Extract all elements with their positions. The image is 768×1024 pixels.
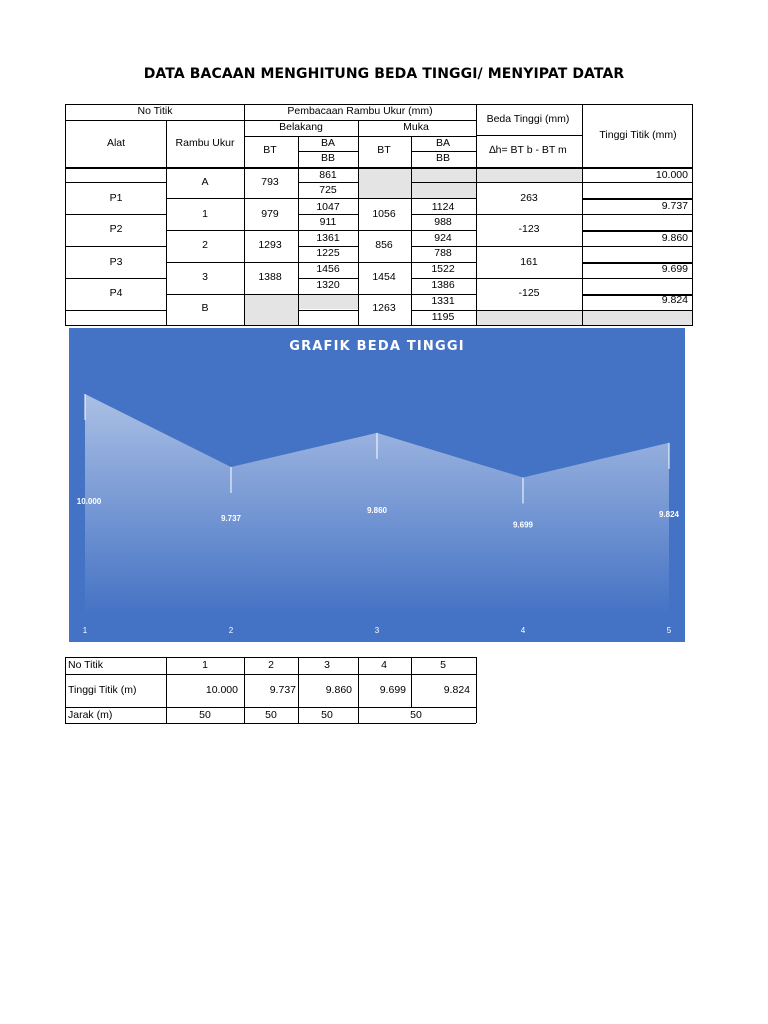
alat-cell: P2 [109,223,123,235]
tinggi-titik-cell: 9.699 [661,263,688,275]
grid-line [65,214,166,215]
grid-line [476,135,582,136]
ba-belakang-cell: 1047 [316,201,340,213]
jarak-cell: 50 [199,709,211,721]
bb-belakang-cell: 1225 [316,247,340,259]
grid-line [65,325,693,326]
jarak-cell: 50 [265,709,277,721]
x-tick-label: 2 [228,626,234,635]
grid-line [476,310,582,311]
data-label: 9.699 [512,520,534,530]
alat-cell: P3 [109,256,123,268]
shaded-cell [411,168,476,182]
tinggi-cell: 10.000 [205,684,238,696]
tinggi-cell: 9.737 [269,684,296,696]
header-rambu-ukur: Rambu Ukur [175,137,235,149]
bb-muka-cell: 788 [434,247,452,259]
shaded-cell [411,183,476,198]
rambu-cell: 2 [202,239,208,251]
grid-line [358,294,411,295]
grid-line [476,182,582,183]
row-label-no-titik: No Titik [68,659,104,671]
grid-line [65,246,166,247]
grid-line [582,182,693,183]
grid-line [358,198,411,199]
header-muka: Muka [403,121,429,133]
header-no-titik: No Titik [137,105,173,117]
grid-line [166,657,167,723]
no-titik-cell: 3 [324,659,330,671]
grid-line [582,214,693,215]
bb-muka-cell: 1195 [431,311,455,323]
grid-line [65,723,476,724]
no-titik-cell: 5 [440,659,446,671]
header-beda-tinggi: Beda Tinggi (mm) [486,113,570,125]
alat-cell: P1 [109,192,123,204]
bt-muka-cell: 1056 [372,208,396,220]
row-label-jarak: Jarak (m) [68,709,113,721]
beda-tinggi-cell: 263 [520,192,538,204]
grid-line [476,278,582,279]
bt-muka-cell: 1263 [372,302,396,314]
grid-line [358,262,411,263]
grid-line [582,278,693,279]
ba-muka-cell: 1522 [431,263,455,275]
bt-muka-cell: 856 [375,239,393,251]
data-label: 9.737 [220,513,242,523]
ba-muka-cell: 924 [434,232,452,244]
header-bb-muka: BB [435,152,451,164]
header-formula: ∆h= BT b - BT m [489,144,567,156]
page-title: DATA BACAAN MENGHITUNG BEDA TINGGI/ MENYIPAT DATAR [143,66,625,82]
header-bb-belakang: BB [320,152,336,164]
grid-line [65,657,66,723]
header-pembacaan: Pembacaan Rambu Ukur (mm) [287,105,433,117]
shaded-cell [298,294,358,309]
grid-line [476,246,582,247]
grid-line [582,310,693,311]
bb-belakang-cell: 911 [319,216,337,228]
bb-muka-cell: 988 [434,216,452,228]
bt-muka-cell: 1454 [372,271,396,283]
jarak-cell: 50 [410,709,422,721]
header-ba-belakang: BA [320,137,336,149]
header-alat: Alat [106,137,126,149]
data-label: 10.000 [76,497,102,506]
grid-line [411,657,412,707]
ba-belakang-cell: 1456 [316,263,340,275]
grid-line [582,246,693,247]
tinggi-cell: 9.699 [379,684,406,696]
grid-line [582,104,583,326]
ba-belakang-cell: 861 [319,169,337,181]
grid-line [298,136,299,326]
row-label-tinggi: Tinggi Titik (m) [68,684,137,696]
header-ba-muka: BA [435,137,451,149]
tinggi-titik-cell: 9.860 [661,232,688,244]
shaded-cell [476,310,582,325]
grid-line [358,120,359,326]
header-tinggi-titik: Tinggi Titik (mm) [599,129,677,141]
tinggi-cell: 9.824 [443,684,470,696]
bt-belakang-cell: 1388 [258,271,282,283]
shaded-cell [358,168,411,198]
data-label: 9.860 [366,505,388,515]
ba-muka-cell: 1124 [431,201,455,213]
chart-title: GRAFIK BEDA TINGGI [289,339,465,354]
grid-line [244,104,245,326]
data-label: 9.824 [658,509,680,519]
bb-belakang-cell: 725 [319,184,337,196]
summary-table [0,650,768,730]
beda-tinggi-chart [69,328,685,642]
grid-line [298,310,358,311]
beda-tinggi-cell: -125 [518,287,540,299]
grid-line [476,104,477,326]
tinggi-titik-cell: 9.824 [661,294,688,306]
bb-muka-cell: 1386 [431,279,455,291]
grid-line [692,104,693,326]
rambu-cell: B [201,302,209,314]
grid-line [411,182,476,183]
grid-line [411,136,412,326]
shaded-cell [244,294,298,325]
header-belakang: Belakang [279,121,323,133]
grid-line [358,230,411,231]
x-tick-label: 5 [666,626,672,635]
grid-line [65,182,166,183]
grid-line [65,278,166,279]
x-tick-label: 1 [82,626,88,635]
bt-belakang-cell: 793 [261,176,279,188]
grid-line [411,198,476,199]
ba-muka-cell: 1331 [431,295,455,307]
chart-plot [69,328,685,642]
ba-belakang-cell: 1361 [316,232,340,244]
grid-line [166,120,167,326]
grid-line [65,310,166,311]
bt-belakang-cell: 1293 [258,239,282,251]
beda-tinggi-cell: -123 [518,223,540,235]
alat-cell: P4 [109,287,123,299]
survey-table [0,0,768,330]
grid-line [65,167,693,169]
shaded-cell [476,168,582,182]
grid-line [358,657,359,723]
beda-tinggi-cell: 161 [520,256,538,268]
rambu-cell: A [201,176,209,188]
header-bt-belakang: BT [263,144,277,156]
jarak-cell: 50 [321,709,333,721]
tinggi-cell: 9.860 [325,684,352,696]
shaded-cell [582,310,693,325]
grid-line [476,657,477,723]
grid-line [298,657,299,723]
grid-line [244,657,245,723]
rambu-cell: 3 [202,271,208,283]
no-titik-cell: 2 [268,659,274,671]
x-tick-label: 4 [520,626,526,635]
no-titik-cell: 1 [202,659,208,671]
grid-line [65,674,476,675]
bb-belakang-cell: 1320 [316,279,340,291]
no-titik-cell: 4 [381,659,387,671]
grid-line [65,104,66,326]
grid-line [476,214,582,215]
header-bt-muka: BT [377,144,391,156]
bt-belakang-cell: 979 [261,208,279,220]
tinggi-titik-cell: 9.737 [661,200,688,212]
rambu-cell: 1 [202,208,208,220]
tinggi-titik-cell: 10.000 [655,169,688,181]
x-tick-label: 3 [374,626,380,635]
